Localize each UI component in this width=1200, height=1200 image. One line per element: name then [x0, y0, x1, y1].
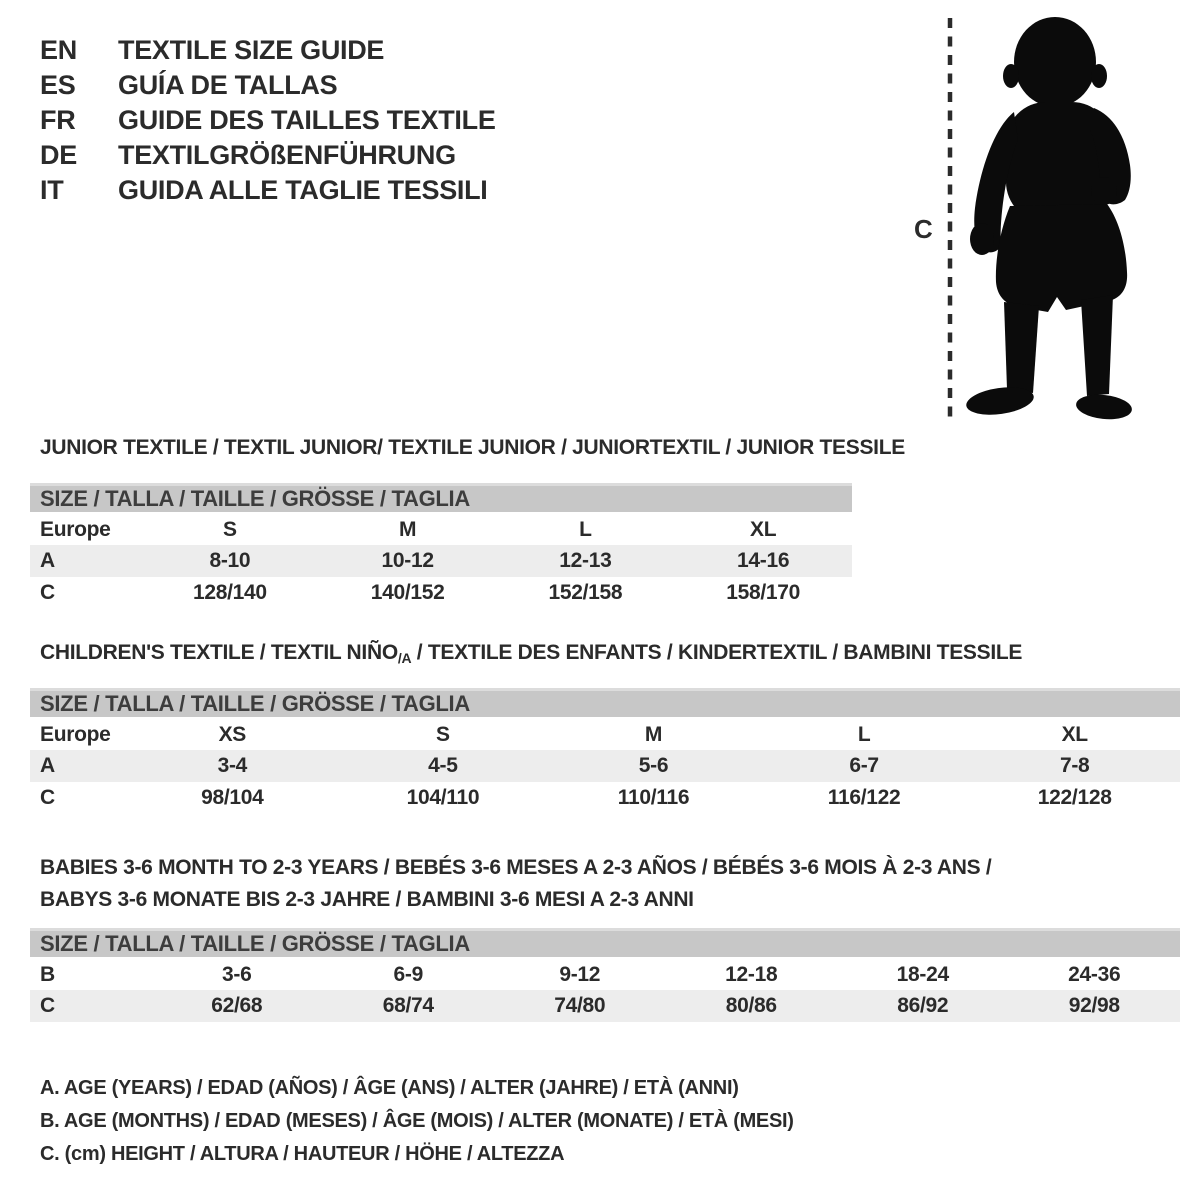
value-cell: 122/128 [1037, 786, 1112, 809]
size-cell: S [223, 517, 237, 541]
size-header-bar: SIZE / TALLA / TAILLE / GRÖSSE / TAGLIA [30, 930, 1180, 959]
value-cell: 86/92 [837, 990, 1009, 1022]
value-cell: 14-16 [674, 545, 852, 577]
table-row [30, 577, 852, 609]
language-title-block [40, 33, 496, 208]
legend-line-b: B. AGE (MONTHS) / EDAD (MESES) / ÂGE (MOIS) / ALTER (MONATE) / ETÀ (MESI) [40, 1110, 794, 1132]
lang-title: TEXTILE SIZE GUIDE [118, 35, 385, 65]
value-cell: 104/110 [406, 786, 480, 809]
value-cell: 68/74 [323, 990, 495, 1022]
junior-section-title: JUNIOR TEXTILE / TEXTIL JUNIOR/ TEXTILE JUNIOR / JUNIORTEXTIL / JUNIOR TESSILE [40, 436, 905, 459]
value-cell: 3-6 [222, 962, 252, 986]
value-cell: 158/170 [726, 581, 801, 604]
row-label: A [30, 750, 127, 782]
value-cell: 18-24 [896, 962, 949, 986]
value-cell: 98/104 [201, 786, 264, 809]
childrens-section-title [40, 641, 1022, 666]
childrens-title-pre: CHILDREN'S TEXTILE / TEXTIL NIÑO [40, 641, 398, 664]
lang-title: GUÍA DE TALLAS [118, 70, 338, 100]
childrens-title-post: / TEXTILE DES ENFANTS / KINDERTEXTIL / BAMBINI TESSILE [411, 641, 1023, 664]
lang-row-en [40, 33, 496, 68]
value-cell: 128/140 [192, 581, 267, 604]
value-cell: 9-12 [559, 962, 601, 986]
legend-line-c: C. (cm) HEIGHT / ALTURA / HAUTEUR / HÖHE / ALTEZZA [40, 1143, 565, 1165]
legend-line-a: A. AGE (YEARS) / EDAD (AÑOS) / ÂGE (ANS) / ALTER (JAHRE) / ETÀ (ANNI) [40, 1077, 739, 1099]
row-label: C [40, 581, 55, 604]
table-row [30, 513, 852, 545]
lang-row-es [40, 68, 496, 103]
table-row [30, 545, 852, 577]
babies-section-title [40, 852, 991, 916]
value-cell: 12-13 [497, 545, 675, 577]
value-cell: 4-5 [338, 750, 549, 782]
size-cell: M [644, 722, 663, 746]
value-cell: 7-8 [969, 750, 1180, 782]
childrens-title-subscript: /A [397, 650, 412, 666]
value-cell: 5-6 [548, 750, 759, 782]
lang-title: GUIDE DES TAILLES TEXTILE [118, 105, 496, 135]
value-cell: 140/152 [370, 581, 445, 604]
size-cell: S [436, 722, 450, 746]
value-cell: 12-18 [725, 962, 778, 986]
value-cell: 8-10 [141, 545, 319, 577]
value-cell: 110/116 [617, 786, 690, 809]
value-cell: 74/80 [494, 990, 666, 1022]
lang-code: IT [40, 175, 64, 205]
toddler-silhouette [965, 17, 1134, 422]
size-cell: XS [218, 722, 246, 746]
lang-row-fr [40, 103, 496, 138]
size-cell: XL [750, 517, 777, 541]
value-cell: 62/68 [151, 990, 323, 1022]
value-cell: 6-9 [393, 962, 423, 986]
table-row [30, 718, 1180, 750]
lang-code: ES [40, 70, 76, 100]
size-header-bar: SIZE / TALLA / TAILLE / GRÖSSE / TAGLIA [30, 485, 852, 514]
lang-title: TEXTILGRÖßENFÜHRUNG [118, 140, 456, 170]
measurement-legend [40, 1072, 794, 1171]
lang-row-de [40, 138, 496, 173]
table-row [30, 990, 1180, 1022]
babies-title-line2: BABYS 3-6 MONATE BIS 2-3 JAHRE / BAMBINI 3-6 MESI A 2-3 ANNI [40, 888, 694, 911]
row-label: C [40, 786, 55, 809]
table-row [30, 750, 1180, 782]
table-row [30, 958, 1180, 990]
value-cell: 80/86 [666, 990, 838, 1022]
row-label: C [30, 990, 151, 1022]
row-label: Europe [40, 517, 111, 541]
size-cell: XL [1061, 722, 1088, 746]
value-cell: 92/98 [1009, 990, 1181, 1022]
row-label: B [40, 962, 55, 986]
junior-size-table [30, 483, 852, 609]
value-cell: 24-36 [1068, 962, 1121, 986]
value-cell: 152/158 [548, 581, 623, 604]
table-header-row [30, 485, 852, 514]
size-cell: M [399, 517, 417, 541]
size-cell: L [579, 517, 592, 541]
table-header-row [30, 930, 1180, 959]
babies-title-line1: BABIES 3-6 MONTH TO 2-3 YEARS / BEBÉS 3-6 MESES A 2-3 AÑOS / BÉBÉS 3-6 MOIS À 2-3 ANS / [40, 856, 992, 879]
lang-row-it [40, 173, 496, 208]
childrens-size-table [30, 688, 1180, 814]
babies-size-table [30, 928, 1180, 1022]
value-cell: 3-4 [127, 750, 338, 782]
size-cell: L [857, 722, 871, 746]
size-header-bar: SIZE / TALLA / TAILLE / GRÖSSE / TAGLIA [30, 690, 1180, 719]
figure-height-label: C [914, 214, 933, 244]
table-row [30, 782, 1180, 814]
value-cell: 116/122 [827, 786, 901, 809]
value-cell: 6-7 [759, 750, 970, 782]
row-label: A [30, 545, 141, 577]
lang-code: FR [40, 105, 76, 135]
value-cell: 10-12 [319, 545, 497, 577]
lang-title: GUIDA ALLE TAGLIE TESSILI [118, 175, 488, 205]
lang-code: EN [40, 35, 77, 65]
row-label: Europe [40, 722, 111, 746]
table-header-row [30, 690, 1180, 719]
lang-code: DE [40, 140, 77, 170]
toddler-silhouette-figure [900, 10, 1150, 430]
